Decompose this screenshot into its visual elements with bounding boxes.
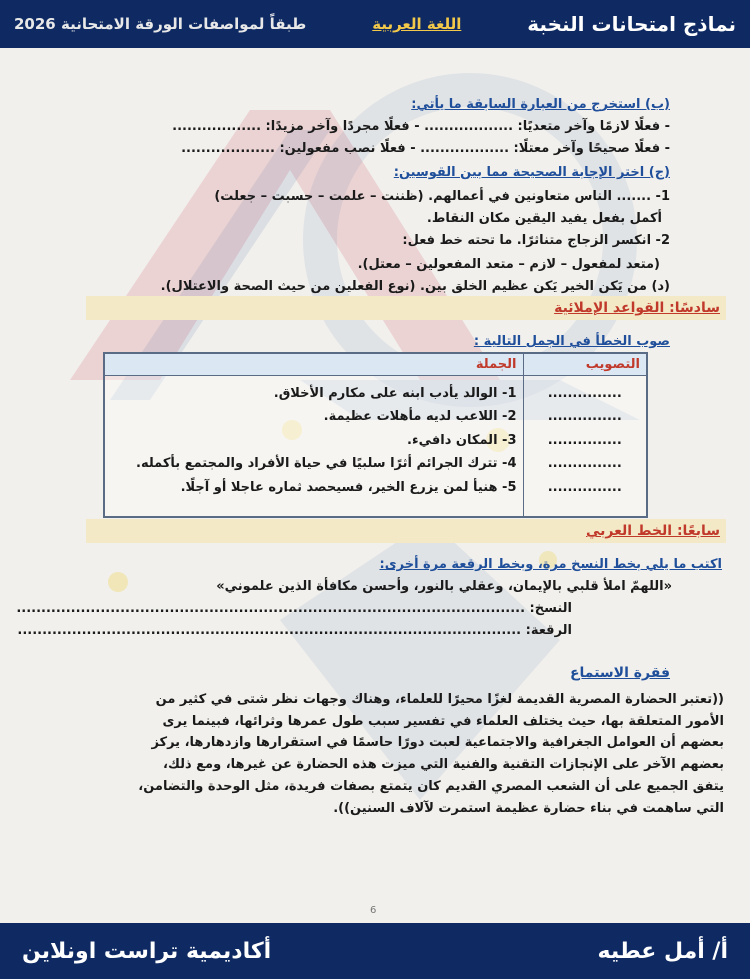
listening-passage bbox=[102, 689, 724, 819]
correction-blank-3[interactable]: ............... bbox=[547, 432, 622, 448]
sentence-row: 4- تترك الجرائم أثرًا سلبيًا في حياة الأفراد والمجتمع بأكمله. bbox=[136, 456, 517, 471]
correction-blank-2[interactable]: ............... bbox=[547, 409, 622, 424]
sentence-row: 5- هنيأ لمن يزرع الخير، فسيحصد ثماره عاجلا أو آجلًا. bbox=[180, 479, 517, 495]
section-6-instruction: صوب الخطأ في الجمل التالية : bbox=[473, 334, 670, 349]
column-correction-header: التصويب bbox=[523, 353, 647, 375]
sentence-cell bbox=[104, 375, 523, 517]
section-6-title: سادسًا: القواعد الإملائية bbox=[554, 300, 720, 316]
ruqaa-answer-line[interactable]: الرقعة: ...................................................................................................... bbox=[17, 623, 572, 638]
correction-table bbox=[103, 352, 648, 518]
correction-blank-1[interactable]: ............... bbox=[547, 385, 622, 401]
naskh-answer-line[interactable]: النسخ: ....................................................................................................... bbox=[16, 601, 572, 616]
correction-cell[interactable] bbox=[523, 375, 647, 517]
passage-line: بعضهم الآخر على الإنجازات التقنية والفنية التي ميزت هذه الحضارة عن غيرها، ومع ذلك، bbox=[163, 757, 724, 773]
section-c-question-1: 1- ....... الناس متعاونين في أعمالهم. (ظننت – علمت – حسبت – جعلت) bbox=[214, 189, 670, 204]
footer-author: أ/ أمل عطيه bbox=[597, 938, 728, 964]
page-footer bbox=[0, 923, 750, 979]
section-c-hint-1: أكمل بفعل يفيد اليقين مكان النقاط. bbox=[426, 211, 662, 226]
section-c-options-2: (متعد لمفعول – لازم – متعد المفعولين – معتل). bbox=[357, 257, 660, 272]
passage-line: ((تعتبر الحضارة المصرية القديمة لغزًا محيرًا للعلماء، وهناك وجهات نظر شتى في كثير من bbox=[155, 692, 724, 707]
section-7-title: سابعًا: الخط العربي bbox=[585, 523, 720, 539]
sentence-row: 1- الوالد يأدب ابنه على مكارم الأخلاق. bbox=[273, 385, 517, 401]
section-7-band bbox=[86, 519, 726, 543]
sentence-row: 2- اللاعب لديه مأهلات عظيمة. bbox=[323, 409, 517, 424]
page-header bbox=[0, 0, 750, 48]
correction-blank-5[interactable]: ............... bbox=[547, 479, 622, 495]
page-number: 6 bbox=[370, 905, 377, 916]
section-7-instruction: اكتب ما يلي بخط النسخ مرة، وبخط الرقعة مرة أخرى: bbox=[379, 557, 722, 572]
correction-blank-4[interactable]: ............... bbox=[547, 456, 622, 471]
sentence-row: 3- المكان دافيء. bbox=[407, 432, 517, 448]
section-c-heading: (ج) اختر الإجابة الصحيحة مما بين القوسين: bbox=[393, 165, 670, 180]
footer-academy: أكاديمية تراست اونلاين bbox=[22, 938, 272, 964]
section-b-line-1: - فعلًا لازمًا وآخر متعديًا: .................. - فعلًا مجردًا وآخر مزيدًا: .................. bbox=[172, 119, 670, 134]
passage-line: الأمور المتعلقة بها، حيث يختلف العلماء في تفسير سبب طول عمرها وثرائها، فبينما يرى bbox=[162, 713, 724, 729]
section-c-question-2: 2- انكسر الزجاج متناثرًا. ما تحته خط فعل: bbox=[402, 233, 670, 248]
section-b-line-2: - فعلًا صحيحًا وآخر معتلًا: .................. - فعلًا نصب مفعولين: ................... bbox=[181, 141, 670, 156]
passage-line: بعضهم أن العوامل الجغرافية والاجتماعية لعبت دورًا حاسمًا في استقرارها وازدهارها، يركز bbox=[151, 735, 724, 751]
section-d-line: (د) من يَكن الخير يَكن عظيم الخلق بين. (نوع الفعلين من حيث الصحة والاعتلال). bbox=[160, 279, 670, 294]
section-6-band bbox=[86, 296, 726, 320]
section-b-heading: (ب) استخرج من العبارة السابقة ما يأتي: bbox=[411, 97, 670, 112]
passage-line: التي ساهمت في بناء حضارة عظيمة استمرت لآلاف السنين)). bbox=[333, 800, 724, 816]
passage-line: يتفق الجميع على أن الشعب المصري القديم كان يتمتع بصفات فريدة، مثل الوحدة والتضامن، bbox=[138, 778, 724, 794]
header-spec: طبقاً لمواصفات الورقة الامتحانية 2026 bbox=[14, 15, 307, 33]
header-subject: اللغة العربية bbox=[372, 15, 462, 33]
listening-title: فقرة الاستماع bbox=[569, 665, 670, 681]
calligraphy-quote: «اللهمّ املأ قلبي بالإيمان، وعقلي بالنور، وأحسن مكافأة الذين علموني» bbox=[216, 579, 672, 594]
header-title: نماذج امتحانات النخبة bbox=[527, 12, 736, 36]
column-sentence-header: الجملة bbox=[104, 353, 523, 375]
